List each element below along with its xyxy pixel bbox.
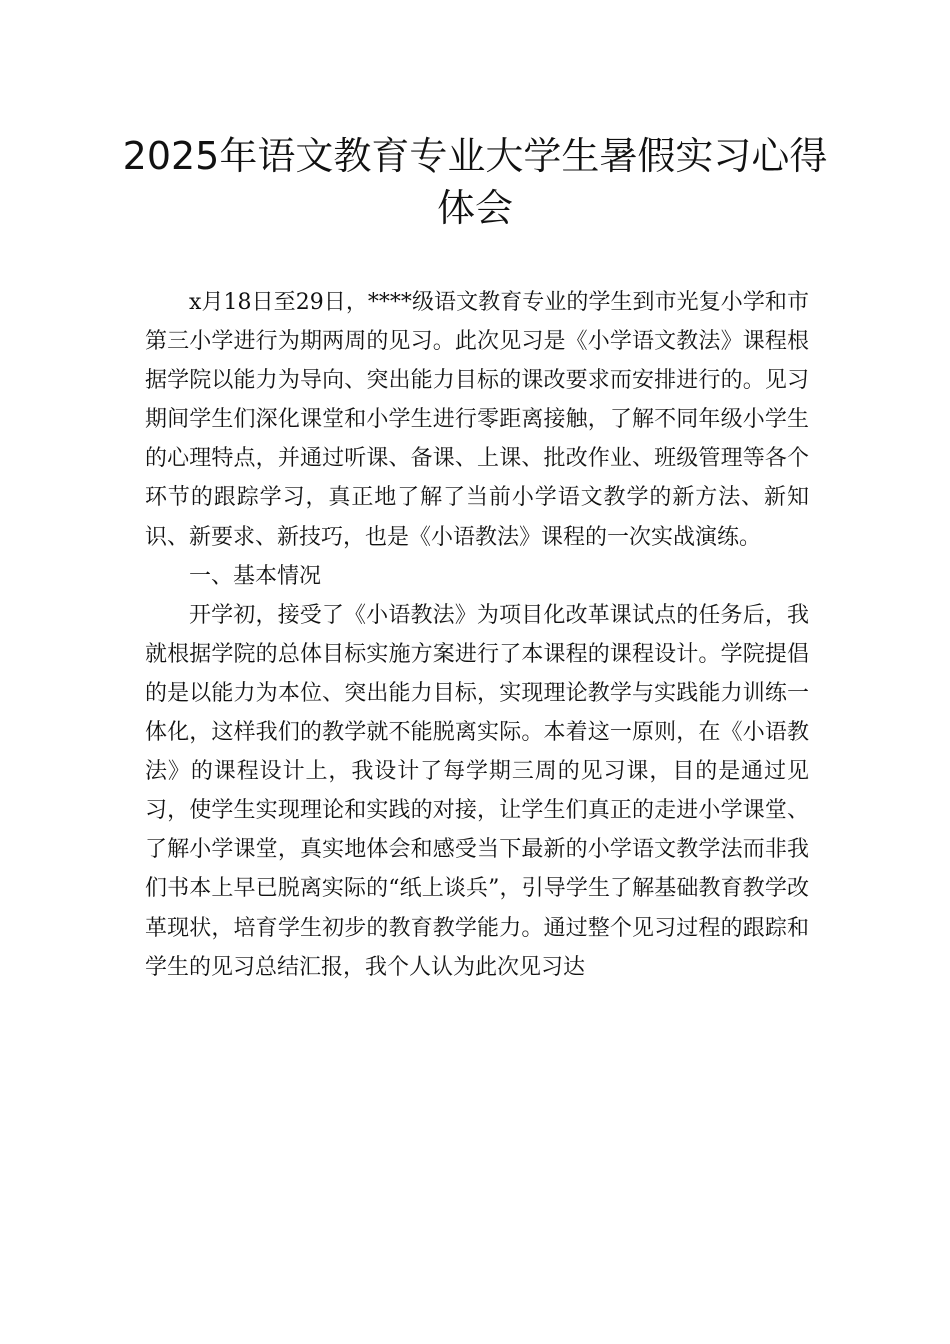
section-heading: 一、基本情况 bbox=[189, 563, 322, 589]
document-title: 2025年语文教育专业大学生暑假实习心得体会 bbox=[122, 134, 828, 230]
paragraph-course-design: 开学初，接受了《小语教法》为项目化改革课试点的任务后，我就根据学院的总体目标实施方案进行了本课程的课程设计。学院提倡的是以能力为本位、突出能力目标，实现理论教学与实践能力训练一体化，这样我们的教学就不能脱离实际。本着这一原则，在《小语教法》的课程设计上，我设计了每学期三周的见习课，目的是通过见习，使学生实现理论和实践的对接，让学生们真正的走进小学课堂、了解小学课堂，真实地体会和感受当下最新的小学语文教学法而非我们书本上早已脱离实际的“纸上谈兵”，引导学生了解基础教育教学改革现状，培育学生初步的教育教学能力。通过整个见习过程的跟踪和学生的见习总结汇报，我个人认为此次见习达 bbox=[145, 602, 809, 980]
paragraph-intro: x月18日至29日，****级语文教育专业的学生到市光复小学和市第三小学进行为期两周的见习。此次见习是《小学语文教法》课程根据学院以能力为导向、突出能力目标的课改要求而安排进行的。见习期间学生们深化课堂和小学生进行零距离接触，了解不同年级小学生的心理特点，并通过听课、备课、上课、批改作业、班级管理等各个环节的跟踪学习，真正地了解了当前小学语文教学的新方法、新知识、新要求、新技巧，也是《小语教法》课程的一次实战演练。 bbox=[145, 290, 809, 550]
document-body bbox=[145, 283, 809, 987]
